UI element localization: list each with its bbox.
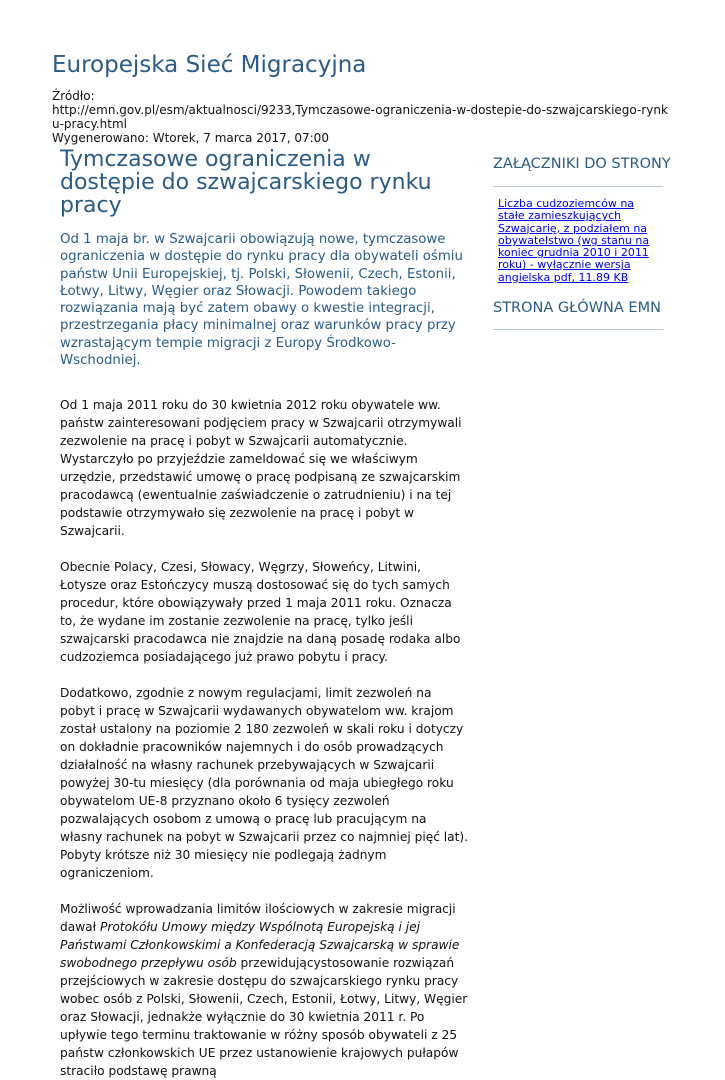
article-title: Tymczasowe ograniczenia w dostępie do szwajcarskiego rynku pracy [60, 147, 432, 218]
protocol-title: Protokółu Umowy między Wspólnotą Europejską i jej Państwami Członkowskimi a Konfederacją Szwajcarską w sprawie swobodnego przepływu osób [60, 920, 460, 971]
site-title: Europejska Sieć Migracyjna [52, 52, 367, 78]
sidebar-divider [493, 186, 663, 187]
paragraph-4-start: Możliwość wprowadzania limitów ilościowych w zakresie migracji dawał [60, 902, 456, 935]
article-lead: Od 1 maja br. w Szwajcarii obowiązują nowe, tymczasowe ograniczenia w dostępie do rynku pracy dla obywateli ośmiu państw Unii Europejskiej, tj. Polski, Słowenii, Czech, Estonii, Łotwy, Litwy, Węgier oraz Słowacji. Powodem takiego rozwiązania mają być zatem obawy o kwestie integracji, przestrzegania płacy minimalnej oraz warunków pracy przy wzrastającym tempie migracji z Europy Środkowo-Wschodniej. [60, 232, 463, 369]
document-meta [52, 89, 674, 145]
attachment-link[interactable]: Liczba cudzoziemców na stałe zamieszkujących Szwajcarię, z podziałem na obywatelstwo (wg stanu na koniec grudnia 2010 i 2011 roku) - wyłącznie wersja angielska pdf, 11.89 KB [498, 197, 650, 284]
paragraph-4-end: przewidującystosowanie rozwiązań przejściowych w zakresie dostępu do szwajcarskiego rynku pracy wobec osób z Polski, Słowenii, Czech, Estonii, Łotwy, Litwy, Węgier oraz Słowacji, jednakże wyłącznie do 30 kwietnia 2011 r. Po upływie tego terminu traktowanie w różny sposób obywateli z 25 państw członkowskich UE przez ustanowienie krajowych pułapów straciło podstawę prawną [60, 956, 468, 1079]
paragraph-1: Od 1 maja 2011 roku do 30 kwietnia 2012 roku obywatele ww. państw zainteresowani podjęciem pracy w Szwajcarii otrzymywali zezwolenie na pracę i pobyt w Szwajcarii automatycznie. Wystarczyło po przyjeździe zameldować się we właściwym urzędzie, przedstawić umowę o pracę podpisaną ze szwajcarskim pracodawcą (ewentualnie zaświadczenie o zatrudnieniu) i na tej podstawie otrzymywało się zezwolenie na pracę i pobyt w Szwajcarii. [60, 398, 462, 539]
article-body [60, 396, 470, 1080]
source-label: Źródło: [52, 89, 95, 103]
article [60, 148, 470, 1080]
paragraph-2: Obecnie Polacy, Czesi, Słowacy, Węgrzy, Słoweńcy, Litwini, Łotysze oraz Estończycy muszą dostosować się do tych samych procedur, które obowiązywały przed 1 maja 2011 roku. Oznacza to, że wydane im zostanie zezwolenie na pracę, tylko jeśli szwajcarski pracodawca nie znajdzie na daną posadę rodaka albo cudzoziemca posiadającego już prawo pobytu i pracy. [60, 560, 461, 665]
sidebar [493, 156, 671, 330]
generated-date: Wygenerowano: Wtorek, 7 marca 2017, 07:00 [52, 131, 329, 145]
home-link[interactable]: STRONA GŁÓWNA EMN [493, 300, 661, 317]
attachments-heading: ZAŁĄCZNIKI DO STRONY [493, 156, 671, 172]
sidebar-divider [493, 329, 663, 330]
source-url: http://emn.gov.pl/esm/aktualnosci/9233,Tymczasowe-ograniczenia-w-dostepie-do-szwajcarskiego-rynku-pracy.html [52, 103, 668, 131]
paragraph-4 [60, 900, 470, 1080]
paragraph-3: Dodatkowo, zgodnie z nowym regulacjami, limit zezwoleń na pobyt i pracę w Szwajcarii wydawanych obywatelom ww. krajom został ustalony na poziomie 2 180 zezwoleń w skali roku i dotyczy on dokładnie pracowników najemnych i do osób prowadzących działalność na własny rachunek przebywających w Szwajcarii powyżej 30-tu miesięcy (dla porównania od maja ubiegłego roku obywatelom UE-8 przyznano około 6 tysięcy zezwoleń pozwalających osobom z umową o pracę lub pracującym na własny rachunek na pobyt w Szwajcarii przez co najmniej pięć lat). Pobyty krótsze niż 30 miesięcy nie podlegają żadnym ograniczeniom. [60, 686, 469, 881]
